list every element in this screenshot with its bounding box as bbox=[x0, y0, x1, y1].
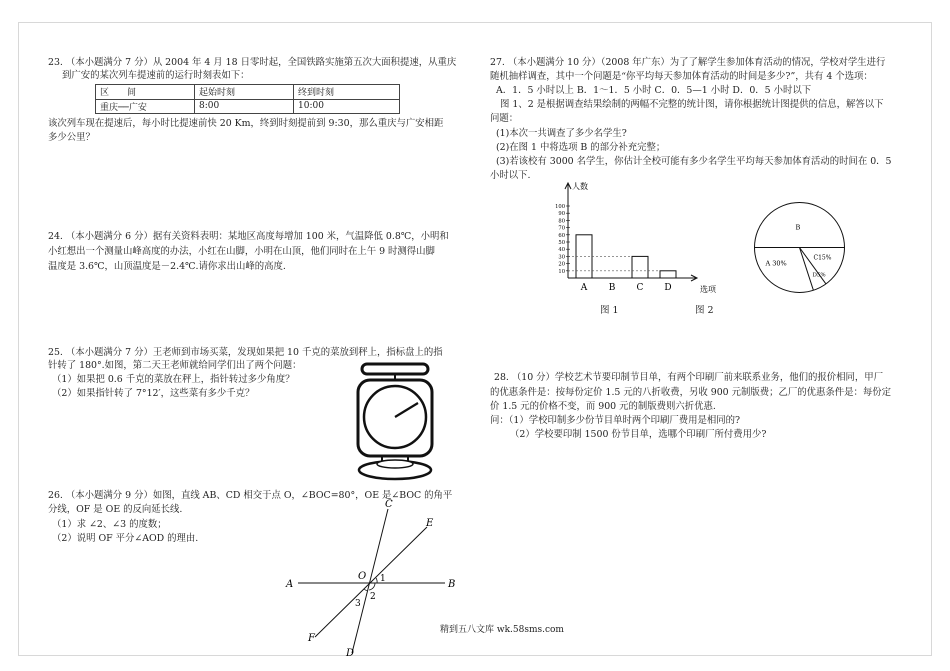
angle-3-label: 3 bbox=[355, 599, 361, 609]
q23-line4: 多少公里？ bbox=[48, 132, 95, 143]
timetable-header-end: 终到时刻 bbox=[294, 85, 400, 100]
scale-base-top bbox=[377, 460, 413, 468]
q23-line2: 到广安的某次列车提速前的运行时刻表如下： bbox=[62, 70, 250, 81]
point-A-label: A bbox=[286, 579, 294, 590]
pie-label-b: B bbox=[795, 223, 801, 232]
q28-line3: 价 1.5 元的价格不变，而 900 元的制版费则六折优惠. bbox=[490, 401, 716, 412]
q23-timetable bbox=[95, 84, 400, 114]
q28-line1: 28. （10 分）学校艺术节要印制节目单，有两个印刷厂前来联系业务，他们的报价相同，甲厂 bbox=[494, 372, 884, 383]
q27-sub2: (2)在图 1 中将选项 B 的部分补充完整； bbox=[496, 142, 666, 153]
figure1-caption: 图 1 bbox=[600, 305, 619, 316]
y-tick-label: 70 bbox=[558, 225, 565, 232]
pie-label-c: C15% bbox=[813, 254, 832, 262]
pie-label-a: A 30% bbox=[765, 259, 787, 268]
q25-line1: 25. （本小题满分 7 分）王老师到市场买菜，发现如果把 10 千克的菜放到秤上，指标盘上的指 bbox=[48, 347, 443, 358]
q26-line3: （1）求 ∠2、∠3 的度数； bbox=[52, 519, 167, 530]
q27-line5: 问题： bbox=[490, 113, 519, 124]
timetable-cell-end: 10:00 bbox=[294, 99, 400, 114]
pie-chart-figure2 bbox=[752, 200, 847, 295]
q24-line3: 温度是 3.6℃，山顶温度是－2.4℃.请你求出山峰的高度. bbox=[48, 261, 286, 272]
q28-sub1: 问：（1）学校印制多少份节目单时两个印刷厂费用是相同的? bbox=[490, 415, 741, 426]
q27-sub1: (1)本次一共调查了多少名学生? bbox=[496, 128, 627, 139]
timetable-header-start: 起始时刻 bbox=[195, 85, 294, 100]
line-OF bbox=[315, 583, 370, 637]
y-tick-label: 100 bbox=[555, 204, 565, 210]
x-tick-label: B bbox=[608, 283, 616, 293]
y-tick-label: 90 bbox=[558, 211, 565, 218]
x-tick-label: C bbox=[636, 283, 644, 293]
q27-line9: 小时以下. bbox=[490, 170, 531, 181]
timetable-cell-start: 8:00 bbox=[195, 99, 294, 114]
q25-line2: 针转了 180°.如图，第二天王老师就给同学们出了两个问题： bbox=[48, 360, 302, 371]
point-B-label: B bbox=[448, 579, 456, 590]
y-tick-label: 50 bbox=[558, 240, 565, 246]
q27-line4: 图 1、2 是根据调查结果绘制的两幅不完整的统计图，请你根据统计图提供的信息，解答以下 bbox=[500, 99, 884, 110]
y-tick-label: 20 bbox=[558, 261, 565, 268]
point-O-label: O bbox=[358, 571, 367, 582]
point-C-label: C bbox=[385, 499, 393, 510]
y-tick-label: 30 bbox=[558, 254, 565, 261]
pie-label-d: D5% bbox=[812, 272, 826, 279]
bar-chart-figure1 bbox=[546, 178, 746, 298]
geometry-figure bbox=[280, 495, 470, 660]
q25-line3: （1）如果把 0.6 千克的菜放在秤上，指针转过多少角度？ bbox=[52, 374, 295, 385]
q27-options: A．1．5 小时以上 B．1～1．5 小时 C．0．5—1 小时 D．0．5 小时以下 bbox=[496, 85, 812, 96]
q23-line1: 23. （本小题满分 7 分）从 2004 年 4 月 18 日零时起，全国铁路实施第五次大面积提速，从重庆 bbox=[48, 57, 457, 68]
q28-line2: 的优惠条件是：按每份定价 1.5 元的八折收费，另收 900 元制版费；乙厂的优惠条件是：每份定 bbox=[490, 387, 891, 398]
y-tick-label: 10 bbox=[558, 268, 565, 275]
x-axis-label: 选项 bbox=[700, 285, 716, 294]
q26-line1: 26. （本小题满分 9 分）如图，直线 AB、CD 相交于点 O，∠BOC=80°，OE 是∠BOC 的角平 bbox=[48, 490, 453, 501]
q27-sub3: (3)若该校有 3000 名学生，你估计全校可能有多少名学生平均每天参加体育活动的时间在 0．5 bbox=[496, 156, 892, 167]
bar-c bbox=[632, 256, 648, 278]
q28-sub2: （2）学校要印制 1500 份节目单，选哪个印刷厂所付费用少? bbox=[510, 429, 767, 440]
point-D-label: D bbox=[346, 648, 355, 659]
angle-1-label: 1 bbox=[380, 574, 386, 584]
figure2-caption: 图 2 bbox=[695, 305, 714, 316]
point-E-label: E bbox=[426, 518, 434, 529]
angle-2-arc bbox=[369, 583, 375, 590]
point-F-label: F bbox=[308, 633, 315, 644]
timetable-cell-route: 重庆──广安 bbox=[96, 99, 195, 114]
line-OE bbox=[370, 527, 427, 583]
y-axis-label: 人数 bbox=[572, 182, 588, 191]
q26-line4: （2）说明 OF 平分∠AOD 的理由. bbox=[52, 533, 199, 544]
q26-line2: 分线，OF 是 OE 的反向延长线. bbox=[48, 504, 183, 515]
timetable-header-interval: 区 间 bbox=[96, 85, 195, 100]
y-tick-label: 80 bbox=[558, 218, 565, 225]
angle-2-label: 2 bbox=[370, 592, 376, 602]
y-tick-label: 60 bbox=[558, 232, 565, 239]
q27-line1: 27. （本小题满分 10 分）（2008 年广东）为了了解学生参加体育活动的情况，学校对学生进行 bbox=[490, 57, 886, 68]
x-tick-label: D bbox=[664, 283, 672, 293]
scale-pan bbox=[362, 364, 428, 374]
scale-figure bbox=[352, 360, 438, 484]
bar-d bbox=[660, 271, 676, 278]
x-tick-label: A bbox=[580, 283, 588, 293]
y-tick-label: 40 bbox=[558, 247, 565, 254]
q27-line2: 随机抽样调查，其中一个问题是“你平均每天参加体育活动的时间是多少?”，共有 4 个选项： bbox=[490, 71, 873, 82]
q24-line2: 小红想出一个测量山峰高度的办法，小红在山脚，小明在山顶，他们同时在上午 9 时测得山脚 bbox=[48, 246, 435, 257]
q25-line4: （2）如果指针转了 7°12′，这些菜有多少千克？ bbox=[52, 388, 255, 399]
angle-1-arc bbox=[376, 578, 377, 583]
footer-watermark: 精到五八文库 wk.58sms.com bbox=[440, 625, 564, 635]
q23-line3: 该次列车现在提速后，每小时比提速前快 20 Km，终到时刻提前到 9:30，那么重庆与广安相距 bbox=[48, 118, 444, 129]
q24-line1: 24. （本小题满分 6 分）据有关资料表明：某地区高度每增加 100 米，气温降低 0.8℃，小明和 bbox=[48, 231, 449, 242]
